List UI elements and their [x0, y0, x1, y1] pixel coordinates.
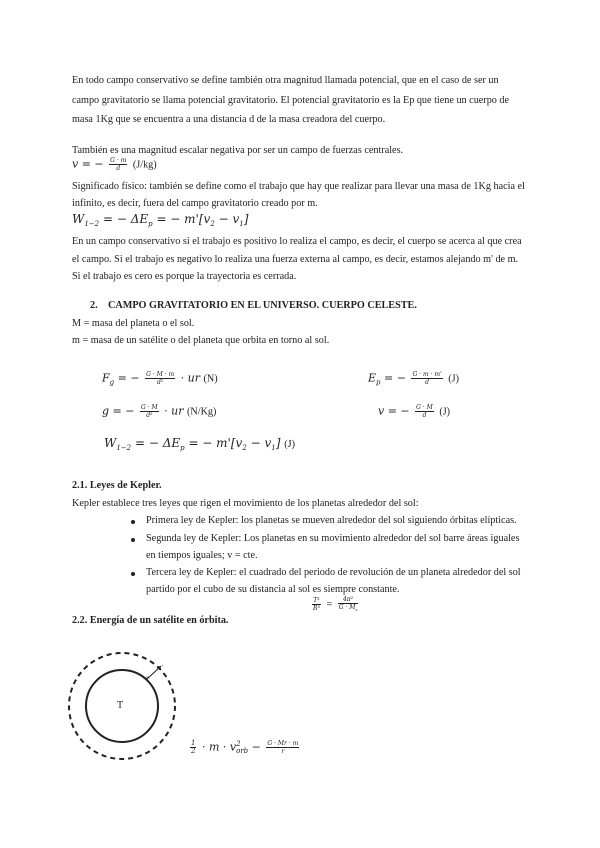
- subsection-title: 2.1. Leyes de Kepler.: [72, 480, 162, 491]
- bullet: [131, 572, 135, 576]
- paragraph-line: campo gravitatorio se llama potencial gravitatorio. El potencial gravitatorio es la Ep que tiene un cuerpo de: [72, 95, 510, 106]
- energy-formula: $\frac{1}{2}$ · m · v 2 orb − $\frac{G \cdot Mr \cdot m}{r}$: [191, 739, 299, 755]
- paragraph-line: Si el trabajo es cero es porque la trayectoria es cerrada.: [72, 271, 297, 282]
- list-item: Primera ley de Kepler: los planetas se mueven alrededor del sol siguiendo órbitas elípticas.: [146, 515, 517, 526]
- paragraph-line: Significado físico: también se define como el trabajo que hay que realizar para llevar una masa de 1Kg hacia el: [72, 181, 525, 192]
- potential-energy-formula: $E_p$ = − $\frac{G \cdot m \cdot m'}{d}$ (J): [368, 371, 459, 387]
- paragraph-line: En todo campo conservativo se define también otra magnitud llamada potencial, que en el caso de ser un: [72, 75, 499, 86]
- list-item: partido por el cubo de su distancia al sol es siempre constante.: [146, 584, 400, 595]
- force-formula: $F_g$ = − $\frac{G \cdot M \cdot m}{\text{d²}}$ · ur (N): [102, 371, 218, 387]
- work-formula-2: $W_{1-2}$ = − $\Delta E_p$ = − $m'[v_2 - v_1]$ (J): [104, 436, 296, 452]
- satellite-label: m': [157, 665, 163, 671]
- kepler-formula: $\frac{\text{T²}}{\text{R³}}$ = $\frac{\text{4π²}}{G \cdot M_s}$: [313, 596, 358, 612]
- planet-label: T: [117, 700, 124, 711]
- field-formula: g = − $\frac{G \cdot M}{\text{d²}}$ · ur (N/Kg): [102, 404, 217, 419]
- list-item: Tercera ley de Kepler: el cuadrado del periodo de revolución de un planeta alrededor del sol: [146, 567, 521, 578]
- paragraph-line: También es una magnitud escalar negativa por ser un campo de fuerzas centrales.: [72, 145, 404, 156]
- subsection-title: 2.2. Energía de un satélite en órbita.: [72, 615, 229, 626]
- paragraph-line: infinito, es decir, fuera del campo gravitatorio creado por m.: [72, 198, 318, 209]
- work-formula: $W_{1-2}$ = − $\Delta E_p$ = − $m'[v_2 - v_1]$: [72, 212, 249, 228]
- paragraph-line: el campo. Si el trabajo es negativo lo realiza una fuerza externa al campo, es decir, estamos alejando m' de m.: [72, 254, 519, 265]
- radius-label: r: [146, 674, 149, 682]
- bullet: [131, 520, 135, 524]
- potential-formula-2: v = − $\frac{G \cdot M}{d}$ (J): [378, 404, 451, 419]
- list-item: en tiempos iguales; v = cte.: [146, 550, 258, 561]
- section-title: CAMPO GRAVITATORIO EN EL UNIVERSO. CUERPO CELESTE.: [108, 300, 417, 311]
- potential-formula: v = − $\frac{G \cdot m}{d}$ (J/kg): [72, 157, 157, 172]
- paragraph-line: En un campo conservativo si el trabajo es positivo lo realiza el campo, es decir, el cuerpo se acerca al que crea: [72, 236, 522, 247]
- definition-line: M = masa del planeta o el sol.: [72, 318, 195, 329]
- paragraph-line: masa 1Kg que se encuentra a una distancia d de la masa creadora del cuerpo.: [72, 114, 386, 125]
- bullet: [131, 538, 135, 542]
- list-item: Segunda ley de Kepler: Los planetas en su movimiento alrededor del sol barre áreas iguales: [146, 533, 520, 544]
- orbit-diagram: [66, 650, 186, 770]
- definition-line: m = masa de un satélite o del planeta que orbita en torno al sol.: [72, 335, 330, 346]
- paragraph-line: Kepler establece tres leyes que rigen el movimiento de los planetas alrededor del sol:: [72, 498, 419, 509]
- section-number: 2.: [90, 300, 98, 311]
